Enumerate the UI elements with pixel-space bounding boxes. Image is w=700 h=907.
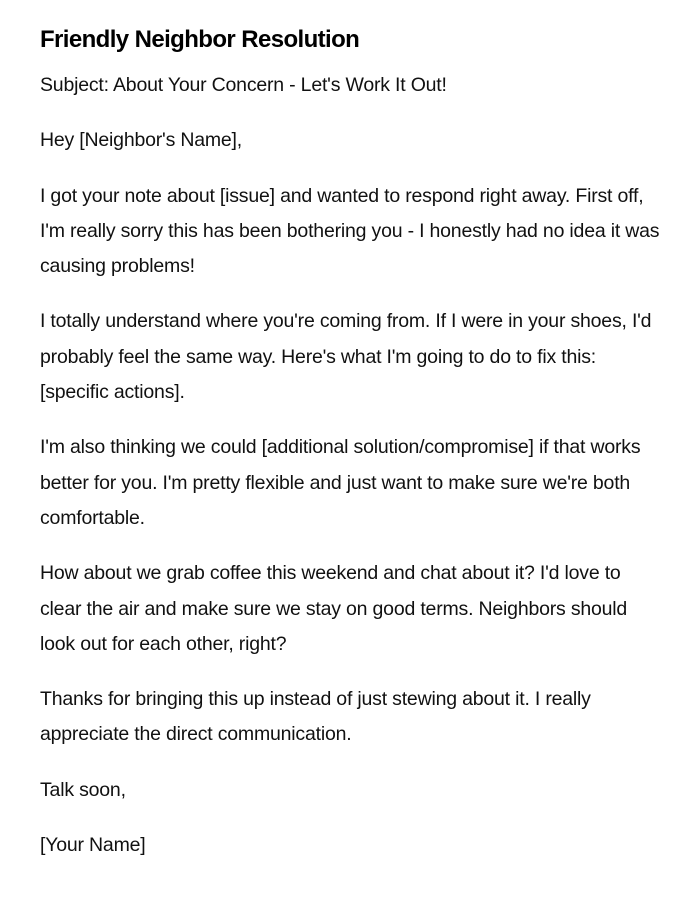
body-paragraph-3: I'm also thinking we could [additional solution/compromise] if that works better for you. I'm pretty flexible and just want to make sure we're both comfortable. [40, 436, 641, 529]
closing: Talk soon, [40, 778, 126, 801]
body-paragraph-5: Thanks for bringing this up instead of just stewing about it. I really appreciate the direct communication. [40, 688, 591, 746]
document-title: Friendly Neighbor Resolution [40, 26, 360, 53]
body-paragraph-4: How about we grab coffee this weekend and chat about it? I'd love to clear the air and make sure we stay on good terms. Neighbors should look out for each other, right? [40, 562, 628, 655]
signature: [Your Name] [40, 834, 146, 857]
greeting: Hey [Neighbor's Name], [40, 129, 242, 152]
body-paragraph-2: I totally understand where you're coming from. If I were in your shoes, I'd probably feel the same way. Here's what I'm going to do to fix this: [specific actions]. [40, 310, 652, 404]
body-paragraph-1: I got your note about [issue] and wanted to respond right away. First off, I'm really sorry this has been bothering you - I honestly had no idea it was causing problems! [40, 184, 660, 278]
subject-line: Subject: About Your Concern - Let's Work It Out! [40, 74, 447, 96]
